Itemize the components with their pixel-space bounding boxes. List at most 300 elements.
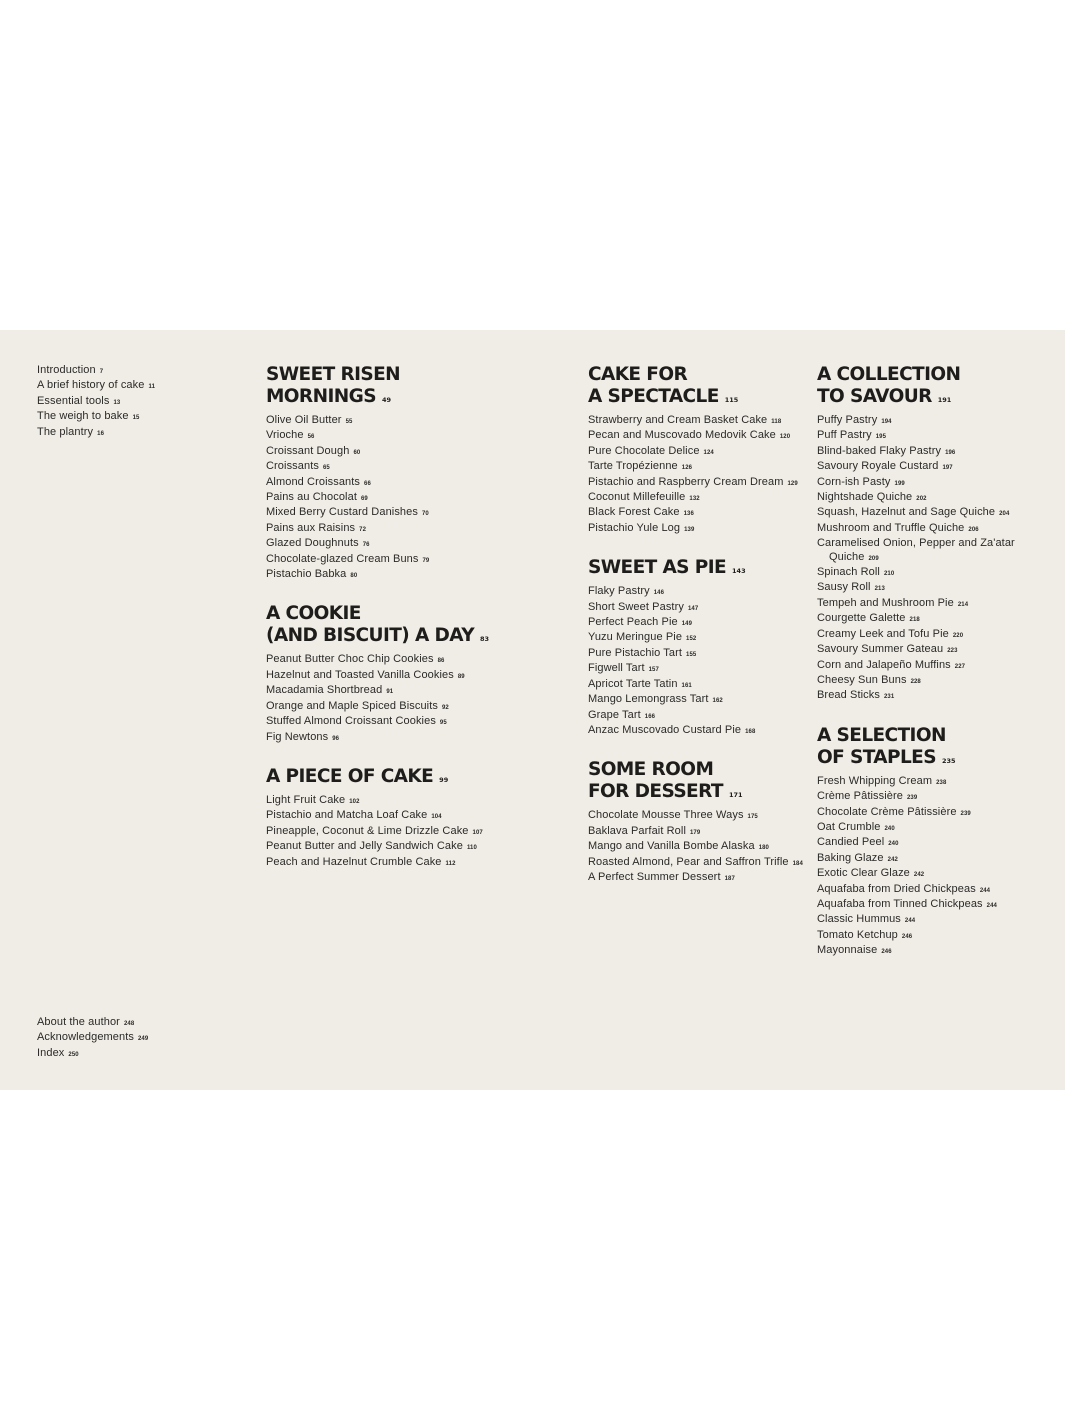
- toc-entry[interactable]: [588, 585, 803, 600]
- toc-entry[interactable]: [588, 460, 803, 475]
- section-heading-text: CAKE FOR: [588, 364, 688, 385]
- entry-page-number: 147: [687, 605, 699, 612]
- entry-title: Corn-ish Pasty: [817, 475, 891, 488]
- entry-page-number: 152: [686, 636, 697, 643]
- entry-title: Tarte Tropézienne: [588, 460, 678, 473]
- section-heading-text: SOME ROOM: [588, 759, 714, 781]
- section-heading-line: [817, 364, 1015, 386]
- entry-title: Pistachio and Matcha Loaf Cake: [266, 809, 428, 822]
- section-page-number: 143: [732, 567, 746, 576]
- entry-page-number: 55: [345, 419, 353, 425]
- entry-title: Fresh Whipping Cream: [817, 774, 933, 787]
- toc-entry[interactable]: [37, 1016, 148, 1031]
- entry-title: Puffy Pastry: [817, 414, 878, 426]
- toc-entry[interactable]: [266, 809, 489, 824]
- section-heading[interactable]: [817, 364, 1015, 411]
- entry-title: Crème Pâtissière: [817, 790, 903, 803]
- entry-page-number: 244: [979, 887, 991, 894]
- section-page-number: 191: [937, 396, 952, 404]
- toc-entry[interactable]: [817, 445, 1015, 460]
- toc-entry[interactable]: [37, 410, 155, 425]
- toc-entry[interactable]: [266, 476, 489, 491]
- entry-page-number: 162: [712, 698, 723, 705]
- entry-title: Classic Hummus: [817, 913, 901, 926]
- entry-page-number: 195: [875, 434, 887, 441]
- entry-page-number: 196: [945, 449, 956, 456]
- entry-page-number: 246: [881, 949, 892, 956]
- toc-entry[interactable]: [817, 612, 1015, 627]
- entry-title: Apricot Tarte Tatin: [588, 677, 678, 690]
- section-heading-text: SWEET AS PIE: [588, 557, 727, 579]
- entry-title: Strawberry and Cream Basket Cake: [588, 414, 768, 426]
- entry-title: Fig Newtons: [266, 730, 329, 743]
- entry-page-number: 146: [653, 590, 665, 597]
- toc-entry[interactable]: [266, 825, 489, 840]
- entry-page-number: 96: [332, 735, 340, 742]
- entry-page-number: 149: [681, 621, 693, 628]
- entry-page-number: 209: [868, 555, 879, 562]
- entry-title: Blind-baked Flaky Pastry: [817, 444, 942, 457]
- entry-page-number: 104: [431, 814, 442, 821]
- toc-section: [266, 364, 489, 583]
- toc-entry[interactable]: [588, 678, 803, 693]
- toc-entry[interactable]: [817, 659, 1015, 674]
- entry-page-number: 129: [787, 480, 798, 487]
- entry-title: Exotic Clear Glaze: [817, 867, 910, 880]
- entry-page-number: 220: [952, 632, 964, 639]
- front-matter-list: [37, 364, 155, 441]
- entry-title: Pure Chocolate Delice: [588, 444, 700, 457]
- toc-entry[interactable]: [588, 616, 803, 631]
- entry-title: Grape Tart: [588, 708, 641, 721]
- entry-title: Pains aux Raisins: [266, 521, 356, 534]
- entry-title: Candied Peel: [817, 836, 885, 849]
- section-page-number: 99: [439, 775, 449, 784]
- entry-title: The plantry: [37, 425, 94, 438]
- toc-entry[interactable]: [266, 568, 489, 583]
- entry-page-number: 231: [883, 694, 895, 701]
- toc-section: [266, 603, 489, 745]
- toc-entry[interactable]: [817, 414, 1015, 429]
- contents-column-2: [588, 364, 803, 906]
- toc-entry[interactable]: [266, 429, 489, 444]
- toc-entry[interactable]: [266, 506, 489, 521]
- toc-section: [817, 725, 1015, 960]
- entry-title: Perfect Peach Pie: [588, 616, 678, 629]
- entry-page-number: 157: [648, 667, 659, 674]
- entry-page-number: 126: [681, 465, 693, 472]
- entry-title: Peanut Butter Choc Chip Cookies: [266, 653, 434, 666]
- entry-title: Pistachio Babka: [266, 568, 347, 581]
- toc-entry[interactable]: [817, 537, 1015, 550]
- entry-page-number: 214: [957, 601, 969, 608]
- toc-entry[interactable]: [266, 553, 489, 568]
- entry-title: Black Forest Cake: [588, 506, 680, 519]
- section-heading-line: [817, 386, 1015, 411]
- entry-page-number: 180: [758, 845, 769, 852]
- toc-entry[interactable]: [817, 506, 1015, 521]
- entry-title: Savoury Summer Gateau: [817, 643, 944, 656]
- section-heading-line: [588, 557, 803, 582]
- entry-page-number: 239: [960, 810, 971, 817]
- entry-page-number: 218: [909, 617, 920, 624]
- toc-section: [588, 557, 803, 739]
- toc-entry[interactable]: [266, 840, 489, 855]
- entry-title: Squash, Hazelnut and Sage Quiche: [817, 506, 996, 519]
- section-heading-text: OF STAPLES: [817, 746, 936, 768]
- toc-entry[interactable]: [588, 601, 803, 616]
- toc-entry[interactable]: [817, 522, 1015, 537]
- section-page-number: 171: [728, 791, 743, 800]
- toc-entry[interactable]: [588, 871, 803, 886]
- entry-title: Croissants: [266, 460, 319, 473]
- toc-entry[interactable]: [817, 597, 1015, 612]
- entry-title: Chocolate Mousse Three Ways: [588, 809, 744, 822]
- entry-title: Oat Crumble: [817, 820, 881, 833]
- entry-title: Chocolate-glazed Cream Buns: [266, 552, 419, 565]
- entry-page-number: 238: [936, 779, 947, 786]
- entry-page-number: 210: [883, 571, 895, 578]
- toc-entry[interactable]: [817, 566, 1015, 581]
- entry-page-number: 194: [881, 419, 892, 425]
- entry-title: Pecan and Muscovado Medovik Cake: [588, 429, 776, 442]
- toc-entry[interactable]: [817, 929, 1015, 944]
- entry-page-number: 120: [779, 434, 791, 441]
- toc-entry[interactable]: [266, 460, 489, 475]
- toc-entry[interactable]: [588, 809, 803, 824]
- entry-page-number: 168: [745, 728, 756, 735]
- entry-page-number: 69: [360, 496, 368, 503]
- entry-title: Coconut Millefeuille: [588, 491, 686, 504]
- entry-title: Croissant Dough: [266, 444, 350, 457]
- section-heading-line: [266, 625, 489, 650]
- entry-title: Creamy Leek and Tofu Pie: [817, 627, 949, 640]
- entry-page-number: 56: [307, 434, 315, 441]
- section-heading-text: A COOKIE: [266, 603, 361, 625]
- entry-title: Flaky Pastry: [588, 585, 650, 598]
- toc-entry[interactable]: [37, 379, 155, 394]
- entry-title: The weigh to bake: [37, 410, 129, 423]
- entry-page-number: 102: [349, 798, 360, 805]
- entry-page-number: 240: [888, 841, 899, 848]
- entry-page-number: 206: [968, 526, 979, 533]
- toc-entry[interactable]: [266, 794, 489, 809]
- toc-entry[interactable]: [266, 715, 489, 730]
- entry-title: Mushroom and Truffle Quiche: [817, 521, 965, 534]
- section-heading[interactable]: [266, 364, 489, 411]
- toc-entry[interactable]: [817, 628, 1015, 643]
- entry-page-number: 227: [954, 663, 966, 670]
- section-page-number: 235: [941, 756, 956, 765]
- entry-title: Tomato Ketchup: [817, 928, 898, 941]
- back-matter-list: [37, 1016, 148, 1062]
- entry-page-number: 86: [437, 658, 445, 665]
- entry-page-number: 7: [99, 369, 104, 375]
- toc-entry[interactable]: [817, 689, 1015, 704]
- entry-page-number: 65: [322, 465, 330, 472]
- section-heading-text: MORNINGS: [266, 386, 376, 407]
- section-heading[interactable]: [588, 557, 803, 582]
- entry-title: Mixed Berry Custard Danishes: [266, 506, 418, 519]
- entry-title: Yuzu Meringue Pie: [588, 631, 683, 644]
- entry-title: Vrioche: [266, 429, 304, 442]
- entry-title: Almond Croissants: [266, 475, 361, 488]
- toc-entry[interactable]: [266, 684, 489, 699]
- entry-title: Baking Glaze: [817, 851, 884, 864]
- entry-title: Mango and Vanilla Bombe Alaska: [588, 840, 755, 853]
- section-heading-text: SWEET RISEN: [266, 364, 401, 385]
- toc-entry[interactable]: [817, 790, 1015, 805]
- entry-page-number: 240: [884, 825, 895, 832]
- toc-entry[interactable]: [817, 429, 1015, 444]
- toc-entry[interactable]: [817, 491, 1015, 506]
- section-heading-text: A COLLECTION: [817, 364, 961, 385]
- toc-entry[interactable]: [266, 653, 489, 668]
- toc-entry[interactable]: [588, 522, 803, 537]
- toc-entry[interactable]: [588, 506, 803, 521]
- entry-page-number: 179: [690, 829, 701, 836]
- toc-entry[interactable]: [817, 551, 1015, 566]
- entry-page-number: 70: [421, 511, 429, 518]
- entry-title: Caramelised Onion, Pepper and Za'atar: [817, 537, 1015, 550]
- toc-entry[interactable]: [817, 476, 1015, 491]
- toc-section: [588, 364, 803, 537]
- section-heading-text: TO SAVOUR: [817, 386, 932, 407]
- toc-entry[interactable]: [588, 491, 803, 506]
- toc-entry[interactable]: [266, 414, 489, 429]
- section-heading[interactable]: [266, 766, 489, 791]
- entry-title: Mango Lemongrass Tart: [588, 693, 709, 706]
- entry-title: Light Fruit Cake: [266, 793, 346, 806]
- entry-title: Corn and Jalapeño Muffins: [817, 658, 951, 671]
- entry-page-number: 66: [364, 480, 371, 487]
- entry-title: About the author: [37, 1016, 120, 1028]
- toc-entry[interactable]: [817, 867, 1015, 882]
- entry-title: Pistachio Yule Log: [588, 521, 681, 534]
- entry-title: Bread Sticks: [817, 689, 880, 702]
- entry-page-number: 139: [684, 526, 695, 533]
- section-heading[interactable]: [266, 603, 489, 650]
- entry-title: Index: [37, 1046, 65, 1059]
- toc-entry[interactable]: [588, 647, 803, 662]
- toc-section: [588, 759, 803, 886]
- entry-page-number: 246: [901, 933, 913, 940]
- toc-entry[interactable]: [817, 836, 1015, 851]
- section-heading-line: [588, 386, 803, 411]
- entry-page-number: 250: [68, 1051, 79, 1058]
- section-page-number: 83: [480, 635, 490, 644]
- section-heading[interactable]: [588, 759, 803, 806]
- toc-entry[interactable]: [266, 669, 489, 684]
- toc-entry[interactable]: [817, 821, 1015, 836]
- toc-section: [817, 364, 1015, 705]
- section-heading-line: [588, 759, 803, 781]
- entry-page-number: 242: [887, 856, 898, 863]
- toc-entry[interactable]: [817, 883, 1015, 898]
- section-heading-text: (AND BISCUIT) A DAY: [266, 625, 475, 647]
- toc-entry[interactable]: [37, 1031, 148, 1046]
- entry-title: Pure Pistachio Tart: [588, 646, 683, 659]
- entry-title: Introduction: [37, 364, 96, 376]
- entry-title: Short Sweet Pastry: [588, 600, 684, 613]
- toc-entry[interactable]: [37, 364, 155, 379]
- entry-page-number: 110: [466, 845, 477, 852]
- entry-page-number: 161: [681, 682, 692, 689]
- entry-page-number: 132: [689, 496, 700, 503]
- entry-title: Pains au Chocolat: [266, 491, 357, 504]
- entry-page-number: 11: [148, 384, 156, 391]
- entry-page-number: 187: [724, 875, 735, 882]
- contents-column-3: [817, 364, 1015, 980]
- toc-entry[interactable]: [588, 414, 803, 429]
- section-page-number: 49: [381, 396, 391, 404]
- toc-entry[interactable]: [588, 840, 803, 855]
- section-heading[interactable]: [817, 725, 1015, 772]
- entry-page-number: 124: [703, 449, 714, 456]
- toc-entry[interactable]: [817, 898, 1015, 913]
- entry-page-number: 204: [999, 511, 1010, 518]
- toc-entry[interactable]: [588, 429, 803, 444]
- section-heading-text: A PIECE OF CAKE: [266, 765, 434, 787]
- entry-page-number: 15: [132, 415, 140, 422]
- section-heading-line: [266, 364, 489, 386]
- entry-title: Mayonnaise: [817, 944, 878, 957]
- entry-title: Aquafaba from Tinned Chickpeas: [817, 897, 983, 910]
- contents-spread: [0, 330, 1065, 1090]
- entry-page-number: 223: [947, 648, 958, 655]
- entry-title: Tempeh and Mushroom Pie: [817, 596, 954, 609]
- entry-page-number: 175: [747, 814, 758, 821]
- entry-title: Savoury Royale Custard: [817, 460, 939, 473]
- entry-page-number: 249: [138, 1036, 149, 1043]
- entry-title: Macadamia Shortbread: [266, 684, 383, 697]
- section-page-number: 115: [724, 396, 739, 404]
- toc-entry[interactable]: [266, 537, 489, 552]
- section-heading-line: [817, 747, 1015, 772]
- entry-title: Puff Pastry: [817, 429, 872, 442]
- section-heading-text: A SELECTION: [817, 724, 946, 746]
- toc-entry[interactable]: [817, 460, 1015, 475]
- entry-page-number: 92: [441, 704, 449, 711]
- entry-title: Orange and Maple Spiced Biscuits: [266, 699, 438, 712]
- toc-entry[interactable]: [266, 522, 489, 537]
- entry-page-number: 118: [771, 419, 782, 425]
- section-heading[interactable]: [588, 364, 803, 411]
- entry-title: A brief history of cake: [37, 379, 145, 392]
- entry-title: Hazelnut and Toasted Vanilla Cookies: [266, 668, 454, 681]
- toc-entry[interactable]: [37, 395, 155, 410]
- entry-title: Cheesy Sun Buns: [817, 673, 907, 686]
- entry-title: Nightshade Quiche: [817, 491, 913, 504]
- toc-entry[interactable]: [588, 445, 803, 460]
- entry-page-number: 95: [439, 720, 447, 727]
- toc-entry[interactable]: [37, 426, 155, 441]
- entry-page-number: 80: [350, 573, 358, 580]
- toc-entry[interactable]: [266, 700, 489, 715]
- entry-title: Peanut Butter and Jelly Sandwich Cake: [266, 840, 463, 853]
- entry-title: Sausy Roll: [817, 581, 871, 594]
- entry-title: Olive Oil Butter: [266, 414, 342, 426]
- entry-page-number: 13: [113, 399, 121, 406]
- entry-page-number: 136: [683, 511, 694, 518]
- toc-entry[interactable]: [817, 674, 1015, 689]
- entry-title: Pineapple, Coconut & Lime Drizzle Cake: [266, 824, 469, 837]
- toc-entry[interactable]: [817, 581, 1015, 596]
- section-heading-line: [266, 766, 489, 791]
- entry-page-number: 244: [904, 918, 916, 925]
- toc-entry[interactable]: [817, 913, 1015, 928]
- entry-page-number: 60: [353, 449, 361, 456]
- toc-entry[interactable]: [588, 709, 803, 724]
- entry-title: Quiche: [829, 550, 865, 563]
- entry-title: Stuffed Almond Croissant Cookies: [266, 715, 436, 728]
- entry-title: Baklava Parfait Roll: [588, 824, 686, 837]
- section-heading-line: [588, 364, 803, 386]
- toc-entry[interactable]: [266, 856, 489, 871]
- toc-entry[interactable]: [266, 491, 489, 506]
- toc-entry[interactable]: [588, 825, 803, 840]
- entry-page-number: 199: [894, 480, 905, 487]
- toc-entry[interactable]: [588, 476, 803, 491]
- toc-entry[interactable]: [588, 856, 803, 871]
- entry-title: Glazed Doughnuts: [266, 537, 359, 550]
- entry-page-number: 197: [942, 465, 953, 472]
- entry-title: Figwell Tart: [588, 662, 645, 675]
- toc-entry[interactable]: [588, 662, 803, 677]
- entry-page-number: 16: [97, 430, 105, 437]
- toc-entry[interactable]: [588, 693, 803, 708]
- section-heading-line: [588, 781, 803, 806]
- toc-entry[interactable]: [588, 631, 803, 646]
- toc-entry[interactable]: [817, 852, 1015, 867]
- toc-section: [266, 766, 489, 871]
- section-heading-text: A SPECTACLE: [588, 386, 719, 407]
- entry-title: Chocolate Crème Pâtissière: [817, 805, 957, 818]
- toc-entry[interactable]: [817, 643, 1015, 658]
- toc-entry[interactable]: [266, 445, 489, 460]
- entry-page-number: 242: [913, 872, 925, 879]
- entry-title: Peach and Hazelnut Crumble Cake: [266, 855, 442, 868]
- entry-page-number: 112: [445, 860, 456, 867]
- toc-entry[interactable]: [266, 731, 489, 746]
- toc-entry[interactable]: [817, 806, 1015, 821]
- entry-title: Roasted Almond, Pear and Saffron Trifle: [588, 855, 789, 868]
- entry-page-number: 89: [457, 673, 465, 680]
- entry-page-number: 72: [359, 526, 367, 533]
- toc-entry[interactable]: [817, 775, 1015, 790]
- toc-entry[interactable]: [37, 1047, 148, 1062]
- toc-entry[interactable]: [817, 944, 1015, 959]
- entry-title: Aquafaba from Dried Chickpeas: [817, 882, 976, 895]
- entry-title: Pistachio and Raspberry Cream Dream: [588, 475, 784, 488]
- section-heading-text: FOR DESSERT: [588, 781, 723, 803]
- entry-page-number: 184: [792, 860, 803, 867]
- section-heading-line: [266, 603, 489, 625]
- entry-title: Acknowledgements: [37, 1031, 134, 1044]
- entry-page-number: 107: [472, 829, 483, 836]
- entry-title: Courgette Galette: [817, 612, 906, 625]
- contents-column-1: [266, 364, 489, 891]
- entry-page-number: 155: [686, 651, 697, 658]
- entry-page-number: 166: [644, 713, 656, 720]
- entry-page-number: 239: [906, 795, 918, 802]
- entry-page-number: 213: [874, 586, 885, 593]
- entry-page-number: 91: [386, 689, 394, 696]
- entry-title: Anzac Muscovado Custard Pie: [588, 723, 742, 736]
- toc-entry[interactable]: [588, 724, 803, 739]
- entry-title: Spinach Roll: [817, 566, 880, 579]
- entry-page-number: 79: [422, 557, 430, 564]
